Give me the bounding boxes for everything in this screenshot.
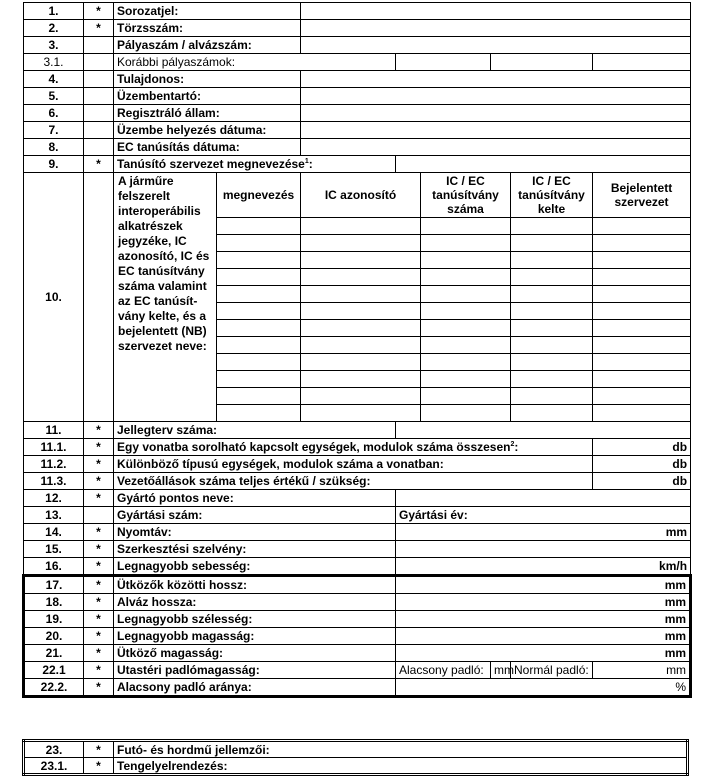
row-label: Szerkesztési szelvény: <box>114 541 396 558</box>
label-text: Egy vonatba sorolható kapcsolt egységek, modulok száma összesen <box>117 440 511 454</box>
dimension-row <box>24 594 691 611</box>
normal-floor-unit: mm <box>593 662 691 679</box>
col-name-cell[interactable] <box>217 252 301 269</box>
mandatory-mark <box>84 71 114 88</box>
row-number: 9. <box>24 156 84 173</box>
running-gear-table <box>22 739 689 776</box>
mandatory-mark: * <box>84 20 114 37</box>
row-label: Pályaszám / alvázszám: <box>114 37 301 54</box>
col-name-cell[interactable] <box>217 371 301 388</box>
label-colon: : <box>514 440 519 454</box>
col-cert-date-cell[interactable] <box>511 218 593 235</box>
row-label: Futó- és hordmű jellemzői: <box>114 741 688 758</box>
form-row <box>24 741 688 758</box>
row-label: Ütköző magasság: <box>114 645 396 662</box>
row-value[interactable] <box>301 122 691 139</box>
row-number: 14. <box>24 524 84 541</box>
row-value[interactable] <box>396 490 691 507</box>
col-cert-number-cell[interactable] <box>421 218 511 235</box>
row-number: 22.1 <box>24 662 84 679</box>
unit-cell: mm <box>396 645 691 662</box>
row-number: 4. <box>24 71 84 88</box>
row-number: 18. <box>24 594 84 611</box>
col-ic-id-cell[interactable] <box>301 286 421 303</box>
row-label: Törzsszám: <box>114 20 301 37</box>
col-cert-number-cell[interactable] <box>421 235 511 252</box>
row-number: 2. <box>24 20 84 37</box>
row-value[interactable] <box>396 422 691 439</box>
dimension-row <box>24 628 691 645</box>
dimension-row <box>24 645 691 662</box>
component-list-header <box>24 173 691 218</box>
form-row <box>24 88 691 105</box>
low-floor-ratio-row <box>24 679 691 697</box>
row-label: Korábbi pályaszámok: <box>114 54 396 71</box>
col-notified-body-cell[interactable] <box>593 218 691 235</box>
form-row <box>24 490 691 507</box>
former-number-2[interactable] <box>491 54 593 71</box>
col-ic-id-cell[interactable] <box>301 337 421 354</box>
row-label: Legnagyobb magasság: <box>114 628 396 645</box>
row-value[interactable] <box>301 20 691 37</box>
row-number: 12. <box>24 490 84 507</box>
form-row <box>24 3 691 20</box>
mandatory-mark: * <box>84 456 114 473</box>
col-ic-id-cell[interactable] <box>301 388 421 405</box>
col-name: megnevezés <box>217 173 301 218</box>
row-label: Jellegterv száma: <box>114 422 396 439</box>
label-colon: : <box>308 157 313 171</box>
row-label: Alváz hossza: <box>114 594 396 611</box>
row-value[interactable] <box>396 541 691 558</box>
mandatory-mark: * <box>84 662 114 679</box>
col-notified-body: Bejelentett szervezet <box>593 173 691 218</box>
col-notified-body-cell[interactable] <box>593 354 691 371</box>
form-row <box>24 37 691 54</box>
mandatory-mark <box>84 507 114 524</box>
mandatory-mark <box>84 173 114 422</box>
row-label: Alacsony padló aránya: <box>114 679 396 697</box>
row-label-2: Gyártási év: <box>396 507 691 524</box>
col-ic-id-cell[interactable] <box>301 269 421 286</box>
dimension-row <box>24 576 691 594</box>
col-ic-id-cell[interactable] <box>301 235 421 252</box>
mandatory-mark: * <box>84 758 114 775</box>
form-row <box>24 71 691 88</box>
unit-cell: mm <box>396 611 691 628</box>
mandatory-mark: * <box>84 524 114 541</box>
mandatory-mark: * <box>84 3 114 20</box>
row-label: Üzembe helyezés dátuma: <box>114 122 301 139</box>
row-label: Gyártási szám: <box>114 507 396 524</box>
form-row <box>24 758 688 775</box>
row-number: 19. <box>24 611 84 628</box>
dimension-row <box>24 611 691 628</box>
col-cert-date: IC / EC tanúsítvány kelte <box>511 173 593 218</box>
col-notified-body-cell[interactable] <box>593 388 691 405</box>
col-name-cell[interactable] <box>217 218 301 235</box>
mandatory-mark: * <box>84 473 114 490</box>
mandatory-mark: * <box>84 439 114 456</box>
form-row <box>24 20 691 37</box>
row-number: 21. <box>24 645 84 662</box>
footnote-ref: 2 <box>510 441 515 448</box>
row-number: 5. <box>24 88 84 105</box>
unit-cell: mm <box>396 524 691 541</box>
col-cert-number-cell[interactable] <box>421 337 511 354</box>
col-cert-date-cell[interactable] <box>511 235 593 252</box>
row-value[interactable] <box>301 3 691 20</box>
mandatory-mark: * <box>84 490 114 507</box>
row-label: Üzembentartó: <box>114 88 301 105</box>
row-number: 20. <box>24 628 84 645</box>
mandatory-mark: * <box>84 156 114 173</box>
form-row <box>24 456 691 473</box>
row-value[interactable] <box>301 37 691 54</box>
col-name-cell[interactable] <box>217 388 301 405</box>
col-cert-date-cell[interactable] <box>511 354 593 371</box>
mandatory-mark: * <box>84 611 114 628</box>
mandatory-mark: * <box>84 645 114 662</box>
row-value[interactable] <box>301 139 691 156</box>
row-label: Utastéri padlómagasság: <box>114 662 396 679</box>
former-number-3[interactable] <box>593 54 691 71</box>
label-text: Tanúsító szervezet megnevezése <box>117 157 305 171</box>
row-label: Sorozatjel: <box>114 3 301 20</box>
row-value[interactable] <box>301 71 691 88</box>
col-cert-date-cell[interactable] <box>511 303 593 320</box>
row-label: Vezetőállások száma teljes értékű / szükség: <box>114 473 593 490</box>
col-name-cell[interactable] <box>217 354 301 371</box>
col-cert-date-cell[interactable] <box>511 286 593 303</box>
row-number: 3.1. <box>24 54 84 71</box>
row-number: 10. <box>24 173 84 422</box>
col-cert-date-cell[interactable] <box>511 252 593 269</box>
row-label: Nyomtáv: <box>114 524 396 541</box>
mandatory-mark: * <box>84 679 114 697</box>
mandatory-mark <box>84 139 114 156</box>
col-cert-number-cell[interactable] <box>421 269 511 286</box>
form-row <box>24 122 691 139</box>
row-number: 22.2. <box>24 679 84 697</box>
row-number: 1. <box>24 3 84 20</box>
row-number: 6. <box>24 105 84 122</box>
col-ic-id-cell[interactable] <box>301 218 421 235</box>
row-number: 11.1. <box>24 439 84 456</box>
col-name-cell[interactable] <box>217 286 301 303</box>
mandatory-mark: * <box>84 422 114 439</box>
col-notified-body-cell[interactable] <box>593 269 691 286</box>
col-name-cell[interactable] <box>217 405 301 422</box>
col-cert-date-cell[interactable] <box>511 269 593 286</box>
col-cert-date-cell[interactable] <box>511 388 593 405</box>
col-cert-date-cell[interactable] <box>511 337 593 354</box>
mandatory-mark: * <box>84 558 114 576</box>
col-notified-body-cell[interactable] <box>593 252 691 269</box>
mandatory-mark <box>84 122 114 139</box>
unit-cell: mm <box>396 594 691 611</box>
row-value[interactable] <box>301 105 691 122</box>
form-row <box>24 439 691 456</box>
form-row <box>24 541 691 558</box>
form-row <box>24 139 691 156</box>
row-label: Különböző típusú egységek, modulok száma a vonatban: <box>114 456 593 473</box>
col-cert-number-cell[interactable] <box>421 320 511 337</box>
row-label: Tulajdonos: <box>114 71 301 88</box>
col-ic-id-cell[interactable] <box>301 354 421 371</box>
col-notified-body-cell[interactable] <box>593 235 691 252</box>
form-row <box>24 558 691 576</box>
col-notified-body-cell[interactable] <box>593 286 691 303</box>
vehicle-data-table <box>22 2 692 698</box>
col-ic-id-cell[interactable] <box>301 252 421 269</box>
row-label: Gyártó pontos neve: <box>114 490 396 507</box>
col-notified-body-cell[interactable] <box>593 303 691 320</box>
row-number: 16. <box>24 558 84 576</box>
mandatory-mark: * <box>84 594 114 611</box>
low-floor-unit: mm <box>491 662 511 679</box>
col-cert-number-cell[interactable] <box>421 252 511 269</box>
col-notified-body-cell[interactable] <box>593 405 691 422</box>
row-label <box>114 156 396 173</box>
row-value[interactable] <box>396 156 691 173</box>
row-number: 23.1. <box>24 758 84 775</box>
form-row <box>24 507 691 524</box>
col-cert-number-cell[interactable] <box>421 405 511 422</box>
row-number: 13. <box>24 507 84 524</box>
row-label <box>114 439 593 456</box>
col-notified-body-cell[interactable] <box>593 371 691 388</box>
row-number: 15. <box>24 541 84 558</box>
col-name-cell[interactable] <box>217 269 301 286</box>
col-cert-number-cell[interactable] <box>421 371 511 388</box>
col-cert-number: IC / EC tanúsítvány száma <box>421 173 511 218</box>
col-ic-id-cell[interactable] <box>301 371 421 388</box>
mandatory-mark <box>84 105 114 122</box>
col-cert-number-cell[interactable] <box>421 286 511 303</box>
unit-cell: % <box>396 679 691 697</box>
form-row <box>24 422 691 439</box>
form-row <box>24 473 691 490</box>
row-label: EC tanúsítás dátuma: <box>114 139 301 156</box>
mandatory-mark <box>84 54 114 71</box>
component-list-description: A járműre felszerelt interoperábilis alkatrészek jegyzéke, IC azonosító, IC és EC tanúsítvány száma valamint az EC tanúsít-vány kelte, és a bejelentett (NB) szervezet neve: <box>114 173 217 422</box>
former-number-1[interactable] <box>396 54 491 71</box>
row-label: Legnagyobb szélesség: <box>114 611 396 628</box>
col-name-cell[interactable] <box>217 337 301 354</box>
mandatory-mark <box>84 88 114 105</box>
row-number: 8. <box>24 139 84 156</box>
col-name-cell[interactable] <box>217 320 301 337</box>
unit-cell: db <box>593 439 691 456</box>
form-row <box>24 156 691 173</box>
unit-cell: km/h <box>396 558 691 576</box>
col-cert-date-cell[interactable] <box>511 405 593 422</box>
unit-cell: mm <box>396 576 691 594</box>
row-label: Tengelyelrendezés: <box>114 758 688 775</box>
footnote-ref: 1 <box>304 158 309 165</box>
form-row <box>24 524 691 541</box>
unit-cell: db <box>593 456 691 473</box>
row-number: 3. <box>24 37 84 54</box>
col-cert-number-cell[interactable] <box>421 388 511 405</box>
col-ic-id-cell[interactable] <box>301 303 421 320</box>
col-ic-id: IC azonosító <box>301 173 421 218</box>
col-cert-date-cell[interactable] <box>511 320 593 337</box>
col-cert-date-cell[interactable] <box>511 371 593 388</box>
row-number: 17. <box>24 576 84 594</box>
row-number: 11.3. <box>24 473 84 490</box>
col-name-cell[interactable] <box>217 303 301 320</box>
col-ic-id-cell[interactable] <box>301 405 421 422</box>
col-ic-id-cell[interactable] <box>301 320 421 337</box>
col-notified-body-cell[interactable] <box>593 337 691 354</box>
col-name-cell[interactable] <box>217 235 301 252</box>
mandatory-mark <box>84 37 114 54</box>
row-label: Legnagyobb sebesség: <box>114 558 396 576</box>
normal-floor-label: Normál padló: <box>511 662 593 679</box>
mandatory-mark: * <box>84 741 114 758</box>
unit-cell: db <box>593 473 691 490</box>
col-notified-body-cell[interactable] <box>593 320 691 337</box>
col-cert-number-cell[interactable] <box>421 354 511 371</box>
row-number: 23. <box>24 741 84 758</box>
form-row <box>24 54 691 71</box>
form-row <box>24 105 691 122</box>
row-number: 11. <box>24 422 84 439</box>
mandatory-mark: * <box>84 576 114 594</box>
row-value[interactable] <box>301 88 691 105</box>
col-cert-number-cell[interactable] <box>421 303 511 320</box>
unit-cell: mm <box>396 628 691 645</box>
mandatory-mark: * <box>84 541 114 558</box>
row-label: Regisztráló állam: <box>114 105 301 122</box>
row-number: 7. <box>24 122 84 139</box>
mandatory-mark: * <box>84 628 114 645</box>
low-floor-label: Alacsony padló: <box>396 662 491 679</box>
row-label: Ütközők közötti hossz: <box>114 576 396 594</box>
row-number: 11.2. <box>24 456 84 473</box>
floor-height-row <box>24 662 691 679</box>
